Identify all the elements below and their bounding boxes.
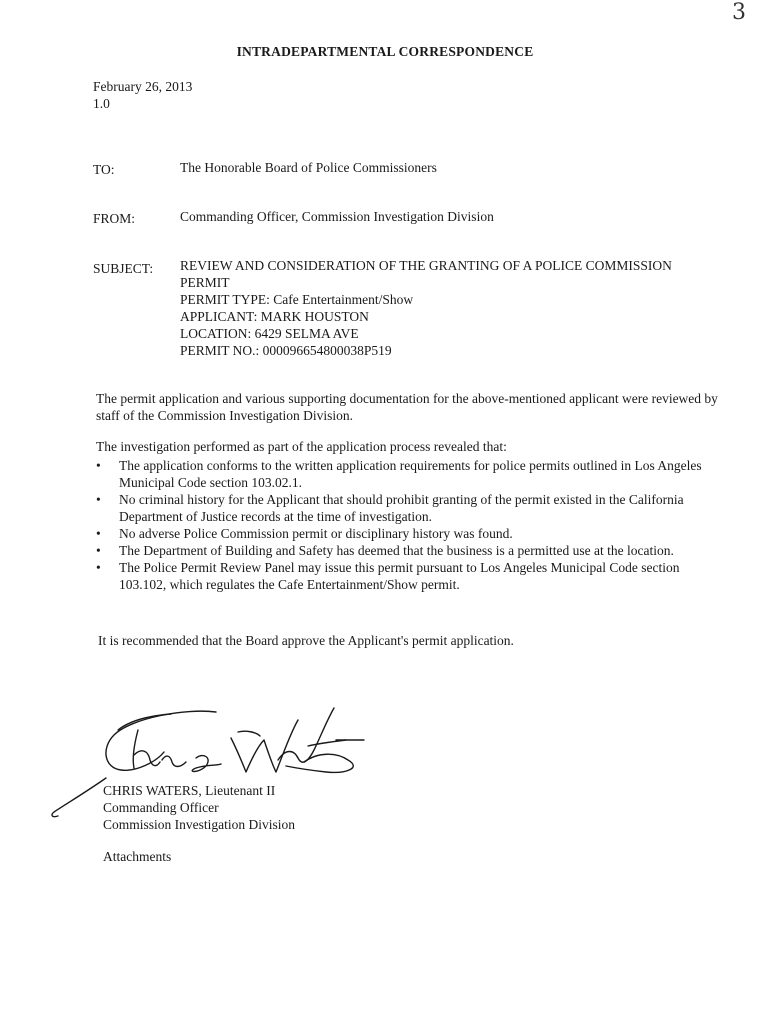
subject-block: [180, 257, 672, 359]
bullet-icon: •: [96, 543, 101, 558]
signer-name: CHRIS WATERS, Lieutenant II: [103, 783, 276, 798]
subject-location: LOCATION: 6429 SELMA AVE: [180, 326, 359, 341]
page-number: 3: [732, 0, 746, 25]
finding-text: The Police Permit Review Panel may issue this permit pursuant to Los Angeles Municipal Code section 103.102, which regulates the Cafe Entertainment/Show permit.: [119, 560, 680, 592]
signer-title: Commanding Officer: [103, 800, 219, 815]
bullet-icon: •: [96, 526, 101, 541]
investigation-intro: The investigation performed as part of the application process revealed that:: [96, 439, 507, 454]
finding-text: The application conforms to the written application requirements for police permits outlined in Los Angeles Municipal Code section 103.02.1.: [119, 458, 702, 490]
attachments-label: Attachments: [103, 849, 172, 864]
subject-label: SUBJECT:: [93, 261, 154, 276]
subject-line: PERMIT: [180, 275, 230, 290]
document-version: 1.0: [93, 96, 110, 111]
document-title: INTRADEPARTMENTAL CORRESPONDENCE: [236, 44, 534, 59]
bullet-icon: •: [96, 492, 101, 507]
document-date: February 26, 2013: [93, 79, 193, 94]
finding-text: No criminal history for the Applicant that should prohibit granting of the permit existed in the California Department of Justice records at the time of investigation.: [119, 492, 684, 524]
list-item: [96, 525, 726, 542]
bullet-icon: •: [96, 458, 101, 473]
to-label: TO:: [93, 162, 115, 177]
list-item: [96, 559, 726, 593]
list-item: [96, 457, 726, 491]
list-item: [96, 542, 726, 559]
to-value: The Honorable Board of Police Commissioners: [180, 160, 437, 175]
subject-permit-type: PERMIT TYPE: Cafe Entertainment/Show: [180, 292, 414, 307]
list-item: [96, 491, 726, 525]
finding-text: The Department of Building and Safety has deemed that the business is a permitted use at the location.: [119, 543, 674, 558]
findings-list: [96, 457, 726, 593]
subject-applicant: APPLICANT: MARK HOUSTON: [180, 309, 369, 324]
recommendation-paragraph: It is recommended that the Board approve the Applicant's permit application.: [98, 633, 514, 648]
finding-text: No adverse Police Commission permit or disciplinary history was found.: [119, 526, 513, 541]
from-label: FROM:: [93, 211, 136, 226]
subject-line: REVIEW AND CONSIDERATION OF THE GRANTING OF A POLICE COMMISSION: [180, 258, 672, 273]
bullet-icon: •: [96, 560, 101, 575]
from-value: Commanding Officer, Commission Investigation Division: [180, 209, 494, 224]
signature-block: [103, 782, 295, 833]
subject-permit-number: PERMIT NO.: 000096654800038P519: [180, 343, 392, 358]
signer-division: Commission Investigation Division: [103, 817, 296, 832]
intro-paragraph: The permit application and various supporting documentation for the above-mentioned applicant were reviewed by staff of the Commission Investigation Division.: [96, 391, 718, 423]
